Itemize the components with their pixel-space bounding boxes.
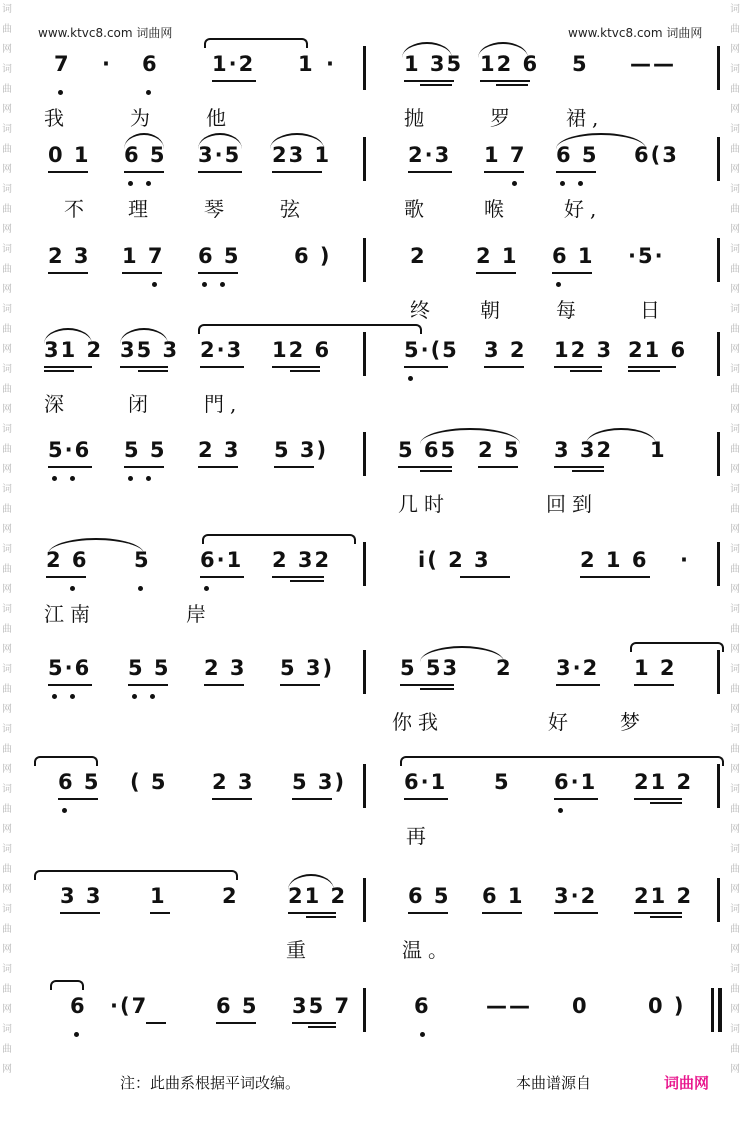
note-group: 2	[410, 244, 427, 268]
note-group: ——	[630, 52, 676, 76]
lyric: 江南	[44, 602, 96, 626]
note-group: 5·6	[48, 438, 92, 462]
note-group: 2·3	[200, 338, 244, 362]
note-group: 2 3	[48, 244, 91, 268]
note-group: 21 2	[634, 884, 694, 908]
lyric: 抛	[404, 106, 430, 130]
note-group: 5 5	[124, 438, 167, 462]
lyric: 重	[286, 938, 312, 962]
note-group: 1·2	[212, 52, 256, 76]
note-group: 5 53	[400, 656, 460, 680]
note-group: 2 32	[272, 548, 332, 572]
note-group: ( 5	[130, 770, 168, 794]
lyric: 梦	[620, 710, 646, 734]
note-group: ·	[102, 52, 112, 76]
lyric: 琴	[204, 197, 230, 221]
barline	[717, 46, 720, 90]
note-group: 6·1	[554, 770, 598, 794]
note-group: ·	[326, 52, 336, 76]
lyric: 喉	[484, 197, 510, 221]
lyric: 不	[64, 197, 90, 221]
barline	[717, 238, 720, 282]
note-group: 0 1	[48, 143, 91, 167]
score-row-3	[0, 226, 750, 334]
note-group: ·5·	[628, 244, 665, 268]
note-group: 2 3	[198, 438, 241, 462]
lyric: 朝	[480, 298, 506, 322]
final-barline	[718, 988, 722, 1032]
note-group: 2	[496, 656, 513, 680]
note-group: 5·6	[48, 656, 92, 680]
note-group: 5 3)	[274, 438, 329, 462]
lyric: 每	[556, 298, 582, 322]
note-group: 6	[70, 994, 87, 1018]
barline	[363, 46, 366, 90]
barline	[363, 878, 366, 922]
score-row-6	[0, 530, 750, 638]
note-group: 1	[298, 52, 315, 76]
note-group: 3 3	[60, 884, 103, 908]
note-group: 3·5	[198, 143, 242, 167]
barline	[717, 878, 720, 922]
lyric: 再	[406, 824, 432, 848]
lyric: 岸	[186, 602, 212, 626]
watermark-side-left: 词曲网词曲网词曲网词曲网词曲网词曲网词曲网词曲网词曲网词曲网词曲网词曲网词曲网词曲网词曲网词曲网词曲网词曲网	[2, 4, 12, 1075]
note-group: 31 2	[44, 338, 104, 362]
barline	[717, 542, 720, 586]
note-group: 1	[650, 438, 667, 462]
note-group: 6 1	[482, 884, 525, 908]
lyric: 闭	[128, 392, 154, 416]
barline	[717, 432, 720, 476]
lyric: 深	[44, 392, 70, 416]
barline	[717, 137, 720, 181]
watermark-side-right: 词曲网词曲网词曲网词曲网词曲网词曲网词曲网词曲网词曲网词曲网词曲网词曲网词曲网词曲网词曲网词曲网词曲网词曲网	[730, 4, 740, 1075]
score-row-4	[0, 320, 750, 428]
note-group: 5·(5	[404, 338, 459, 362]
note-group: 6	[414, 994, 431, 1018]
lyric: 我	[44, 106, 70, 130]
footer-source: 本曲谱源自	[516, 1074, 592, 1092]
lyric: 門,	[204, 392, 243, 416]
note-group: 3·2	[556, 656, 600, 680]
note-group: 5 3)	[280, 656, 335, 680]
lyric: 好	[548, 710, 574, 734]
note-group: 12 3	[554, 338, 614, 362]
note-group: 6 5	[124, 143, 167, 167]
barline	[717, 650, 720, 694]
score-row-8	[0, 752, 750, 860]
note-group: 21 6	[628, 338, 688, 362]
note-group: 1 7	[122, 244, 165, 268]
note-group: 0	[572, 994, 589, 1018]
lyric: 弦	[280, 197, 306, 221]
note-group: 2 6	[46, 548, 89, 572]
note-group: i( 2 3	[418, 548, 491, 572]
note-group: 21 2	[634, 770, 694, 794]
note-group: 6(3	[634, 143, 679, 167]
barline	[363, 137, 366, 181]
note-group: 1 7	[484, 143, 527, 167]
note-group: 7	[54, 52, 71, 76]
note-group: 2 3	[212, 770, 255, 794]
footer-site-link[interactable]: 词曲网	[664, 1074, 710, 1092]
note-group: ·	[680, 548, 690, 572]
score-row-9	[0, 866, 750, 974]
note-group: 3·2	[554, 884, 598, 908]
barline	[363, 650, 366, 694]
note-group: 2 5	[478, 438, 521, 462]
lyric: 理	[128, 197, 154, 221]
barline	[717, 764, 720, 808]
note-group: 6 5	[58, 770, 101, 794]
note-group: 2 1 6	[580, 548, 649, 572]
score-row-7	[0, 638, 750, 746]
barline	[363, 332, 366, 376]
note-group: 1 35	[404, 52, 464, 76]
lyric: 温。	[402, 938, 454, 962]
note-group: 6 5	[198, 244, 241, 268]
note-group: 6 )	[294, 244, 332, 268]
score-row-2	[0, 125, 750, 233]
lyric: 终	[410, 298, 436, 322]
lyric: 回到	[546, 492, 598, 516]
note-group: 0 )	[648, 994, 686, 1018]
barline	[363, 542, 366, 586]
note-group: 6·1	[200, 548, 244, 572]
note-group: 21 2	[288, 884, 348, 908]
barline	[711, 988, 714, 1032]
note-group: 35 3	[120, 338, 180, 362]
note-group: 3 32	[554, 438, 614, 462]
note-group: 6 5	[408, 884, 451, 908]
barline	[363, 238, 366, 282]
barline	[363, 988, 366, 1032]
lyric: 罗	[490, 106, 516, 130]
note-group: 23 1	[272, 143, 332, 167]
note-group: 35 7	[292, 994, 352, 1018]
note-group: 6 5	[556, 143, 599, 167]
note-group: 6 5	[216, 994, 259, 1018]
note-group: 6·1	[404, 770, 448, 794]
note-group: 5 65	[398, 438, 458, 462]
lyric: 他	[206, 106, 232, 130]
note-group: 5	[572, 52, 589, 76]
note-group: 1 2	[634, 656, 677, 680]
barline	[363, 432, 366, 476]
note-group: 5	[494, 770, 511, 794]
note-group: 12 6	[480, 52, 540, 76]
note-group: 2·3	[408, 143, 452, 167]
lyric: 几时	[398, 492, 450, 516]
note-group: 5 3)	[292, 770, 347, 794]
note-group: 5 5	[128, 656, 171, 680]
barline	[363, 764, 366, 808]
lyric: 日	[640, 298, 666, 322]
barline	[717, 332, 720, 376]
note-group: 2	[222, 884, 239, 908]
lyric: 为	[130, 106, 156, 130]
lyric: 你我	[392, 710, 444, 734]
note-group: ·(7	[110, 994, 149, 1018]
watermark-top-left: www.ktvc8.com 词曲网	[38, 26, 173, 40]
note-group: 3 2	[484, 338, 527, 362]
watermark-top-right: www.ktvc8.com 词曲网	[568, 26, 703, 40]
note-group: 1	[150, 884, 167, 908]
note-group: 5	[134, 548, 151, 572]
lyric: 裙,	[566, 106, 605, 130]
lyric: 歌	[404, 197, 430, 221]
note-group: ——	[486, 994, 532, 1018]
note-group: 6	[142, 52, 159, 76]
score-row-10	[0, 976, 750, 1084]
score-row-5	[0, 420, 750, 528]
note-group: 12 6	[272, 338, 332, 362]
note-group: 2 3	[204, 656, 247, 680]
note-group: 2 1	[476, 244, 519, 268]
footer-note: 注：此曲系根据平词改编。	[120, 1074, 301, 1092]
lyric: 好,	[564, 197, 603, 221]
note-group: 6 1	[552, 244, 595, 268]
